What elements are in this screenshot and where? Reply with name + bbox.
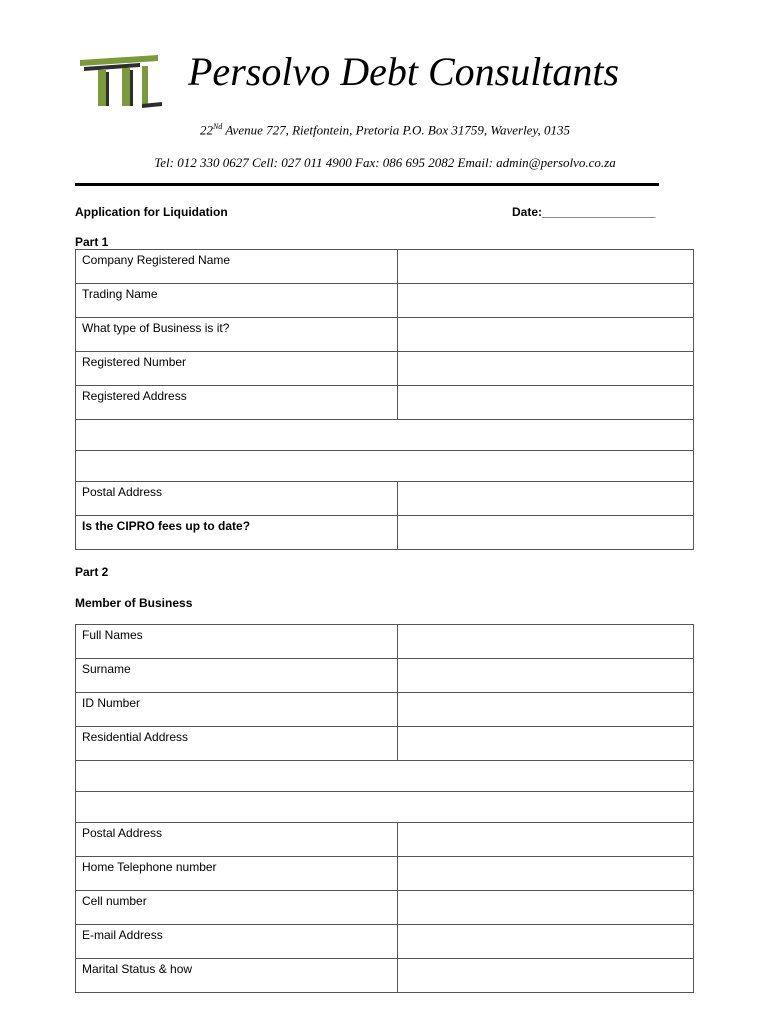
field-input[interactable] [398, 891, 694, 925]
part1-heading: Part 1 [75, 235, 109, 249]
table-row [76, 823, 694, 857]
table-row [76, 959, 694, 993]
field-input[interactable] [398, 352, 694, 386]
field-label: Postal Address [76, 482, 398, 516]
field-label: Registered Number [76, 352, 398, 386]
field-input[interactable] [398, 925, 694, 959]
address-continuation-input[interactable] [76, 792, 694, 823]
field-input[interactable] [398, 693, 694, 727]
field-input[interactable] [398, 386, 694, 420]
table-row [76, 891, 694, 925]
table-row [76, 284, 694, 318]
field-label: Cell number [76, 891, 398, 925]
field-input[interactable] [398, 516, 694, 550]
field-label: Home Telephone number [76, 857, 398, 891]
field-input[interactable] [398, 625, 694, 659]
field-input[interactable] [398, 823, 694, 857]
field-label: Postal Address [76, 823, 398, 857]
part2-subheading: Member of Business [75, 596, 193, 610]
table-row [76, 352, 694, 386]
field-label: ID Number [76, 693, 398, 727]
field-input[interactable] [398, 727, 694, 761]
field-input[interactable] [398, 959, 694, 993]
field-label: What type of Business is it? [76, 318, 398, 352]
part1-table [75, 249, 694, 550]
field-input[interactable] [398, 659, 694, 693]
company-logo [78, 52, 162, 108]
company-name: Persolvo Debt Consultants [188, 49, 620, 94]
field-label: Is the CIPRO fees up to date? [76, 516, 398, 550]
address-continuation-input[interactable] [76, 451, 694, 482]
part2-table [75, 624, 694, 993]
field-input[interactable] [398, 482, 694, 516]
table-row [76, 792, 694, 823]
field-input[interactable] [398, 250, 694, 284]
table-row [76, 761, 694, 792]
field-label: Surname [76, 659, 398, 693]
table-row [76, 482, 694, 516]
table-row [76, 727, 694, 761]
address-continuation-input[interactable] [76, 420, 694, 451]
address-continuation-input[interactable] [76, 761, 694, 792]
company-address: 22Nd Avenue 727, Rietfontein, Pretoria P.O. Box 31759, Waverley, 0135 [199, 122, 571, 138]
table-row [76, 625, 694, 659]
table-row [76, 516, 694, 550]
table-row [76, 693, 694, 727]
field-label: Marital Status & how [76, 959, 398, 993]
table-row [76, 659, 694, 693]
table-row [76, 857, 694, 891]
field-label: Registered Address [76, 386, 398, 420]
table-row [76, 925, 694, 959]
form-title: Application for Liquidation [75, 205, 228, 219]
table-row [76, 451, 694, 482]
header-divider [75, 183, 659, 186]
field-label: Company Registered Name [76, 250, 398, 284]
contact-line: Tel: 012 330 0627 Cell: 027 011 4900 Fax: 086 695 2082 Email: admin@persolvo.co.za [154, 155, 616, 170]
field-input[interactable] [398, 318, 694, 352]
table-row [76, 386, 694, 420]
field-label: Trading Name [76, 284, 398, 318]
field-label: E-mail Address [76, 925, 398, 959]
table-row [76, 318, 694, 352]
part2-heading: Part 2 [75, 565, 109, 579]
field-input[interactable] [398, 857, 694, 891]
date-field[interactable]: Date:_________________ [512, 205, 656, 219]
field-label: Full Names [76, 625, 398, 659]
table-row [76, 420, 694, 451]
field-input[interactable] [398, 284, 694, 318]
table-row [76, 250, 694, 284]
field-label: Residential Address [76, 727, 398, 761]
